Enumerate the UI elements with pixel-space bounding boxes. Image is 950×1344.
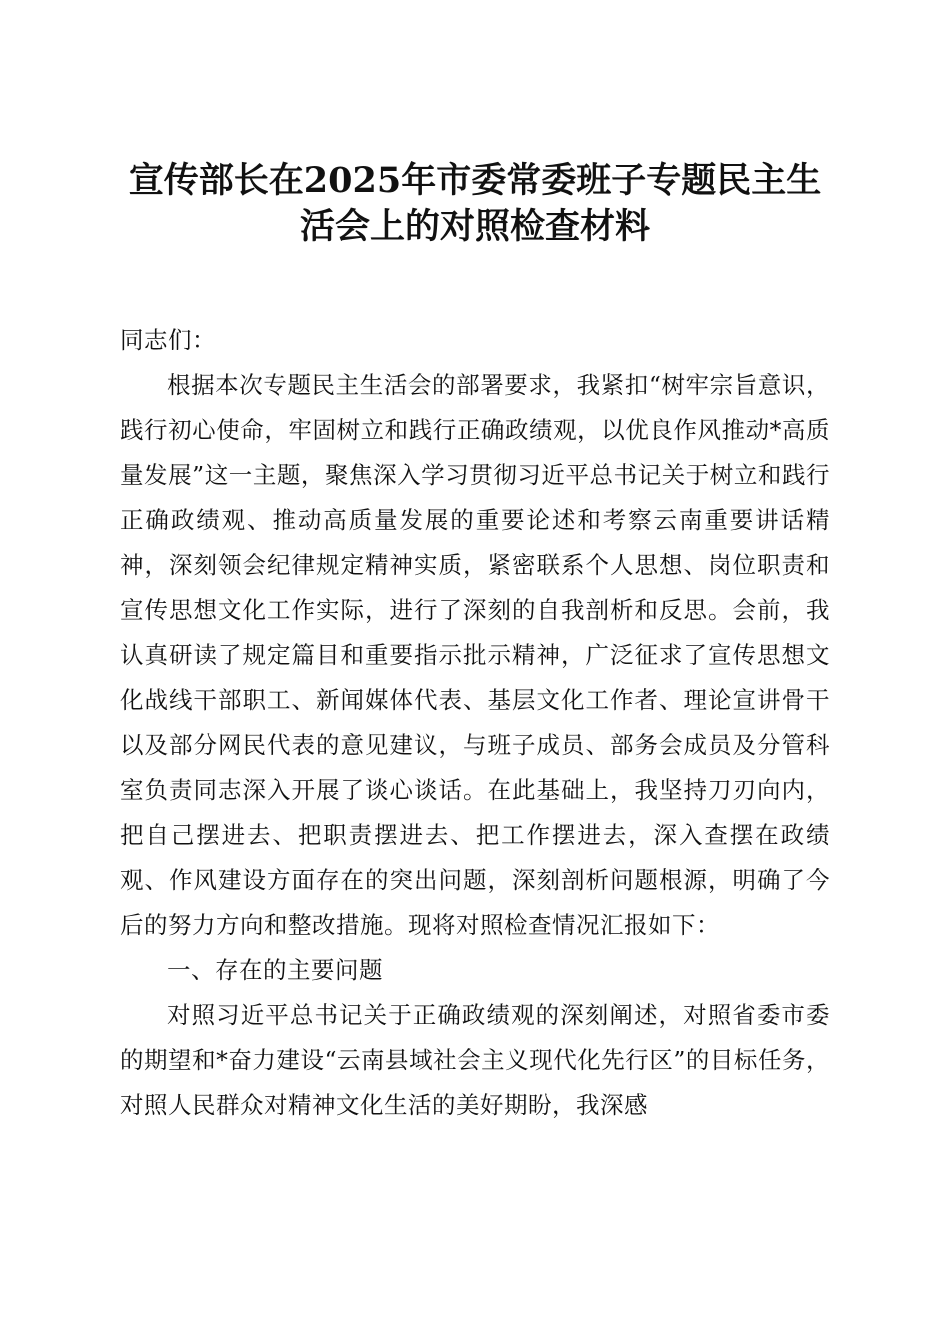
document-body xyxy=(120,318,830,1128)
section-heading-1: 一、存在的主要问题 xyxy=(167,956,383,984)
title-line-2: 活会上的对照检查材料 xyxy=(299,206,650,247)
salutation: 同志们： xyxy=(120,326,216,354)
title-line-1: 宣传部长在2025年市委常委班子专题民主生 xyxy=(128,160,822,201)
paragraph-problems: 对照习近平总书记关于正确政绩观的深刻阐述，对照省委市委的期望和*奋力建设“云南县域社会主义现代化先行区”的目标任务，对照人民群众对精神文化生活的美好期盼，我深感 xyxy=(120,1001,830,1119)
document-title xyxy=(100,158,850,250)
paragraph-intro: 根据本次专题民主生活会的部署要求，我紧扣“树牢宗旨意识，践行初心使命，牢固树立和践行正确政绩观，以优良作风推动*高质量发展”这一主题，聚焦深入学习贯彻习近平总书记关于树立和践行正确政绩观、推动高质量发展的重要论述和考察云南重要讲话精神，深刻领会纪律规定精神实质，紧密联系个人思想、岗位职责和宣传思想文化工作实际，进行了深刻的自我剖析和反思。会前，我认真研读了规定篇目和重要指示批示精神，广泛征求了宣传思想文化战线干部职工、新闻媒体代表、基层文化工作者、理论宣讲骨干以及部分网民代表的意见建议，与班子成员、部务会成员及分管科室负责同志深入开展了谈心谈话。在此基础上，我坚持刀刃向内，把自己摆进去、把职责摆进去、把工作摆进去，深入查摆在政绩观、作风建设方面存在的突出问题，深刻剖析问题根源，明确了今后的努力方向和整改措施。现将对照检查情况汇报如下： xyxy=(120,371,830,939)
